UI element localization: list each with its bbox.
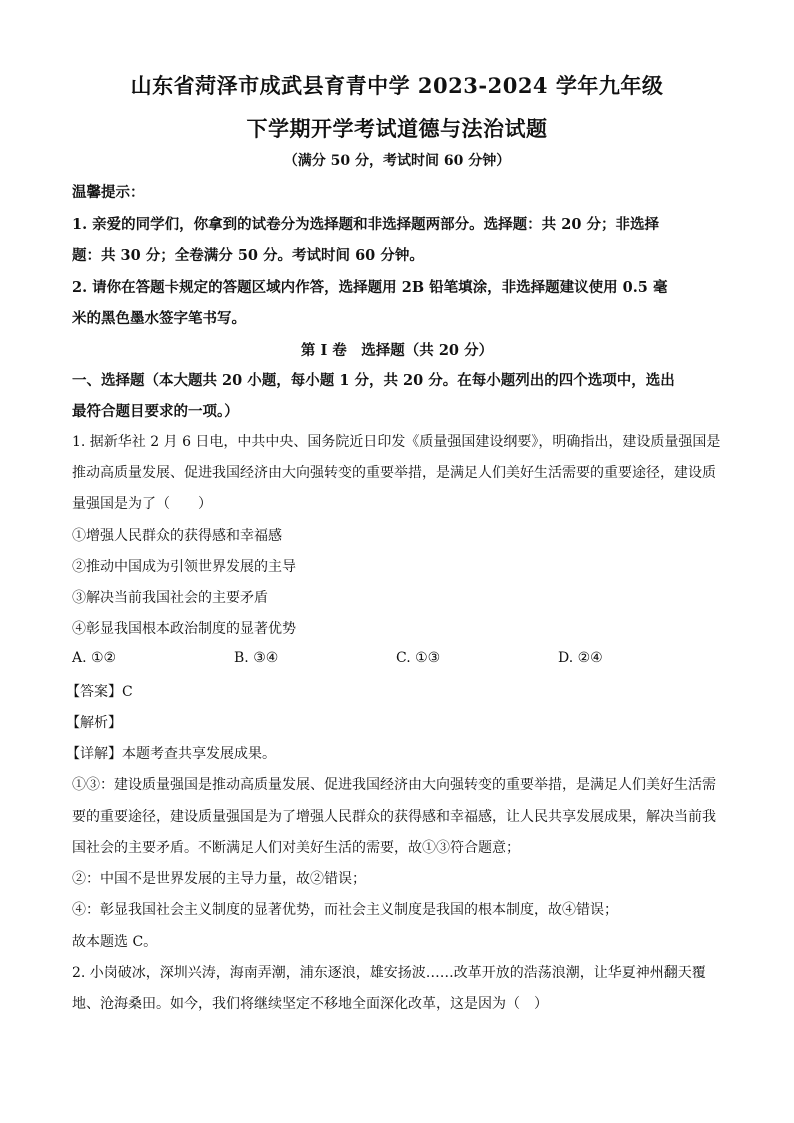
question1-statement: ④彰显我国根本政治制度的显著优势 <box>72 621 296 637</box>
question1-stem: 量强国是为了（ ） <box>72 496 212 512</box>
detail-line: 要的重要途径，建设质量强国是为了增强人民群众的获得感和幸福感，让人民共享发展成果，解决当前我 <box>72 809 716 825</box>
exam-title-line2: 下学期开学考试道德与法治试题 <box>246 116 548 141</box>
answer-label: 【答案】C <box>66 684 133 700</box>
option-a: A. ①② <box>72 650 117 666</box>
detail-line: ②：中国不是世界发展的主导力量，故②错误； <box>72 871 366 887</box>
detail-line: 故本题选 C。 <box>72 934 158 950</box>
question1-statement: ③解决当前我国社会的主要矛盾 <box>72 590 268 606</box>
question1-stem: 1. 据新华社 2 月 6 日电，中共中央、国务院近日印发《质量强国建设纲要》，明确指出，建设质量强国是 <box>72 434 721 450</box>
section-instruction: 一、选择题（本大题共 20 小题，每小题 1 分，共 20 分。在每小题列出的四个选项中，选出 <box>72 372 675 389</box>
question2-stem: 地、沧海桑田。如今，我们将继续坚定不移地全面深化改革，这是因为（ ） <box>72 996 548 1012</box>
question1-options <box>72 650 732 670</box>
option-c: C. ①③ <box>396 650 441 666</box>
question1-stem: 推动高质量发展、促进我国经济由大向强转变的重要举措，是满足人们美好生活需要的重要途径，建设质 <box>72 465 716 481</box>
notice-line: 题：共 30 分；全卷满分 50 分。考试时间 60 分钟。 <box>72 247 424 264</box>
question2-stem: 2. 小岗破冰，深圳兴涛，海南弄潮，浦东逐浪，雄安扬波……改革开放的浩荡浪潮，让华夏神州翻天覆 <box>72 965 706 981</box>
detail-line: ①③：建设质量强国是推动高质量发展、促进我国经济由大向强转变的重要举措，是满足人们美好生活需 <box>72 777 716 793</box>
notice-line: 米的黑色墨水签字笔书写。 <box>72 310 246 327</box>
notice-line: 1. 亲爱的同学们，你拿到的试卷分为选择题和非选择题两部分。选择题：共 20 分；非选择 <box>72 216 659 233</box>
notice-heading: 温馨提示： <box>72 184 145 201</box>
exam-title-line1: 山东省菏泽市成武县育青中学 2023-2024 学年九年级 <box>130 73 664 98</box>
option-d: D. ②④ <box>558 650 603 666</box>
analysis-label: 【解析】 <box>66 715 122 731</box>
detail-line: 国社会的主要矛盾。不断满足人们对美好生活的需要，故①③符合题意； <box>72 840 520 856</box>
question1-statement: ②推动中国成为引领世界发展的主导 <box>72 559 296 575</box>
detail-line: ④：彰显我国社会主义制度的显著优势，而社会主义制度是我国的根本制度，故④错误； <box>72 902 618 918</box>
notice-line: 2. 请你在答题卡规定的答题区域内作答，选择题用 2B 铅笔填涂，非选择题建议使用 0.5 毫 <box>72 279 668 296</box>
question1-statement: ①增强人民群众的获得感和幸福感 <box>72 528 282 544</box>
section-title: 第 I 卷 选择题（共 20 分） <box>300 342 494 359</box>
option-b: B. ③④ <box>234 650 279 666</box>
section-instruction: 最符合题目要求的一项。） <box>72 403 239 420</box>
exam-subtitle: （满分 50 分，考试时间 60 分钟） <box>283 153 511 169</box>
detail-line: 【详解】本题考查共享发展成果。 <box>66 746 276 762</box>
